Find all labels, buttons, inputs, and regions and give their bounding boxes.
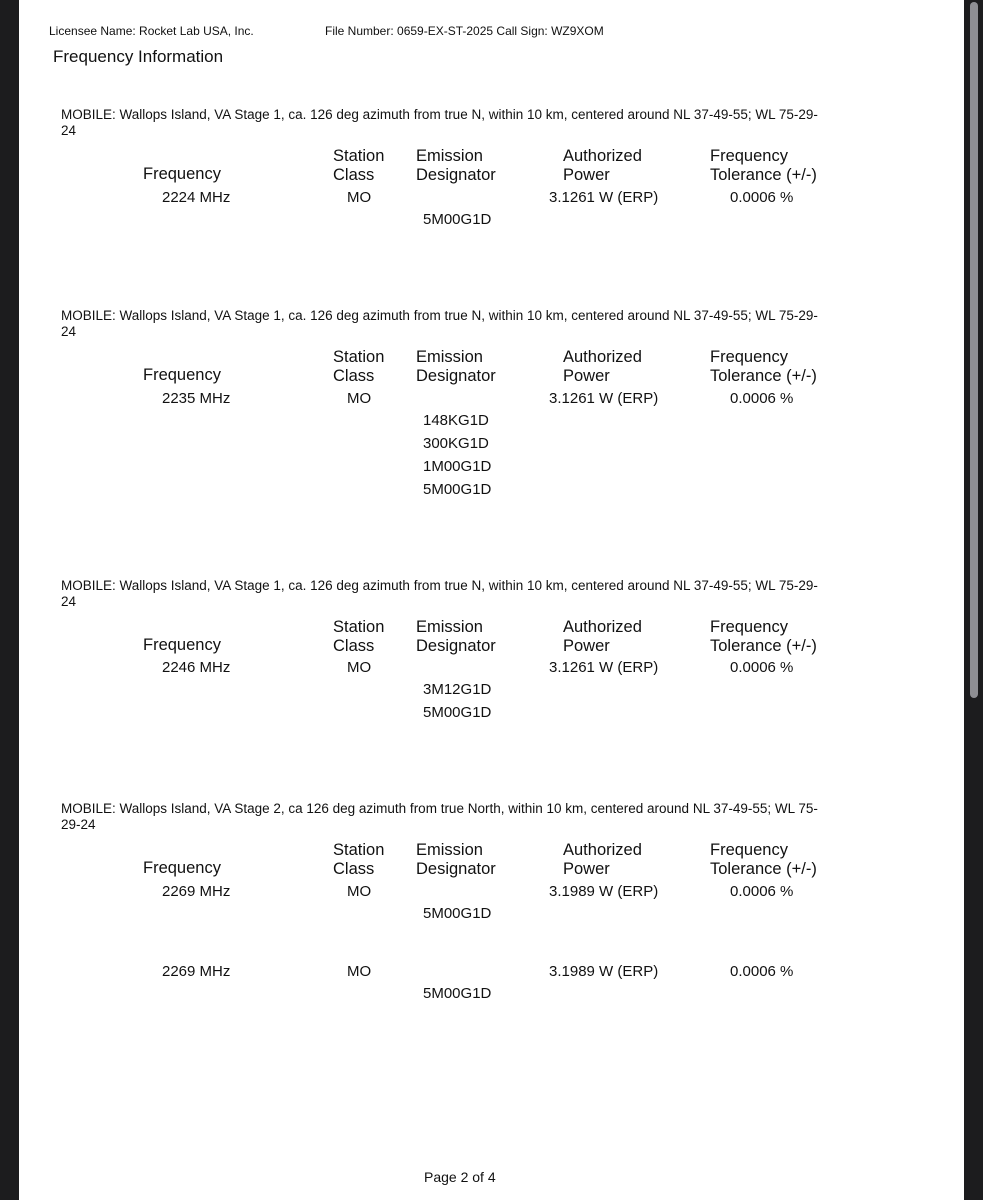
file-number-call-sign: File Number: 0659-EX-ST-2025 Call Sign: WZ9XOM xyxy=(325,24,604,38)
col-station-class: Station Class xyxy=(333,618,385,655)
emission-list xyxy=(423,982,491,1005)
frequency-value: 2224 MHz xyxy=(162,189,231,206)
scrollbar-thumb[interactable] xyxy=(970,2,978,698)
col-authorized-power: Authorized Power xyxy=(563,841,642,878)
station-class-value: MO xyxy=(347,963,372,980)
col-authorized-power: Authorized Power xyxy=(563,348,642,385)
emission-designator: 300KG1D xyxy=(423,435,489,452)
col-station-class: Station Class xyxy=(333,841,385,878)
col-emission-designator: Emission Designator xyxy=(416,147,496,184)
power-value: 3.1989 W (ERP) xyxy=(549,963,659,980)
power-value: 3.1261 W (ERP) xyxy=(549,390,659,407)
frequency-value: 2269 MHz xyxy=(162,963,231,980)
frequency-block-2 xyxy=(61,308,821,548)
location-description: MOBILE: Wallops Island, VA Stage 2, ca 126 deg azimuth from true North, within 10 km, centered around NL 37-49-55; WL 75-29-24 xyxy=(61,801,818,832)
power-value: 3.1261 W (ERP) xyxy=(549,659,659,676)
frequency-block-3 xyxy=(61,578,821,818)
col-authorized-power: Authorized Power xyxy=(563,618,642,655)
tolerance-value: 0.0006 % xyxy=(730,883,794,900)
col-frequency-tolerance: Frequency Tolerance (+/-) xyxy=(710,348,817,385)
station-class-value: MO xyxy=(347,390,372,407)
emission-designator: 148KG1D xyxy=(423,412,489,429)
emission-designator: 5M00G1D xyxy=(423,704,492,721)
col-authorized-power: Authorized Power xyxy=(563,147,642,184)
emission-list xyxy=(423,678,491,724)
col-emission-designator: Emission Designator xyxy=(416,841,496,878)
tolerance-value: 0.0006 % xyxy=(730,189,794,206)
col-frequency: Frequency xyxy=(143,636,221,654)
col-frequency-tolerance: Frequency Tolerance (+/-) xyxy=(710,841,817,878)
frequency-value: 2246 MHz xyxy=(162,659,231,676)
emission-designator: 5M00G1D xyxy=(423,985,492,1002)
col-frequency: Frequency xyxy=(143,366,221,384)
col-emission-designator: Emission Designator xyxy=(416,618,496,655)
document-page xyxy=(19,0,964,1200)
col-frequency: Frequency xyxy=(143,165,221,183)
station-class-value: MO xyxy=(347,659,372,676)
tolerance-value: 0.0006 % xyxy=(730,963,794,980)
col-frequency-tolerance: Frequency Tolerance (+/-) xyxy=(710,618,817,655)
location-description: MOBILE: Wallops Island, VA Stage 1, ca. 126 deg azimuth from true N, within 10 km, centered around NL 37-49-55; WL 75-29-24 xyxy=(61,107,818,138)
power-value: 3.1261 W (ERP) xyxy=(549,189,659,206)
emission-list xyxy=(423,409,491,501)
station-class-value: MO xyxy=(347,883,372,900)
emission-designator: 1M00G1D xyxy=(423,458,492,475)
location-description: MOBILE: Wallops Island, VA Stage 1, ca. 126 deg azimuth from true N, within 10 km, centered around NL 37-49-55; WL 75-29-24 xyxy=(61,578,818,609)
col-frequency: Frequency xyxy=(143,859,221,877)
vertical-scrollbar[interactable] xyxy=(966,0,983,1200)
emission-designator: 5M00G1D xyxy=(423,481,492,498)
col-emission-designator: Emission Designator xyxy=(416,348,496,385)
station-class-value: MO xyxy=(347,189,372,206)
col-station-class: Station Class xyxy=(333,348,385,385)
col-frequency-tolerance: Frequency Tolerance (+/-) xyxy=(710,147,817,184)
emission-list xyxy=(423,208,491,231)
emission-designator: 5M00G1D xyxy=(423,905,492,922)
emission-list xyxy=(423,902,491,925)
col-station-class: Station Class xyxy=(333,147,385,184)
frequency-value: 2269 MHz xyxy=(162,883,231,900)
section-title: Frequency Information xyxy=(53,47,224,66)
power-value: 3.1989 W (ERP) xyxy=(549,883,659,900)
frequency-value: 2235 MHz xyxy=(162,390,231,407)
tolerance-value: 0.0006 % xyxy=(730,390,794,407)
page-number: Page 2 of 4 xyxy=(424,1169,496,1185)
tolerance-value: 0.0006 % xyxy=(730,659,794,676)
frequency-block-4 xyxy=(61,801,821,1021)
licensee-name: Licensee Name: Rocket Lab USA, Inc. xyxy=(49,24,254,38)
emission-designator: 3M12G1D xyxy=(423,681,492,698)
location-description: MOBILE: Wallops Island, VA Stage 1, ca. 126 deg azimuth from true N, within 10 km, centered around NL 37-49-55; WL 75-29-24 xyxy=(61,308,818,339)
emission-designator: 5M00G1D xyxy=(423,211,492,228)
